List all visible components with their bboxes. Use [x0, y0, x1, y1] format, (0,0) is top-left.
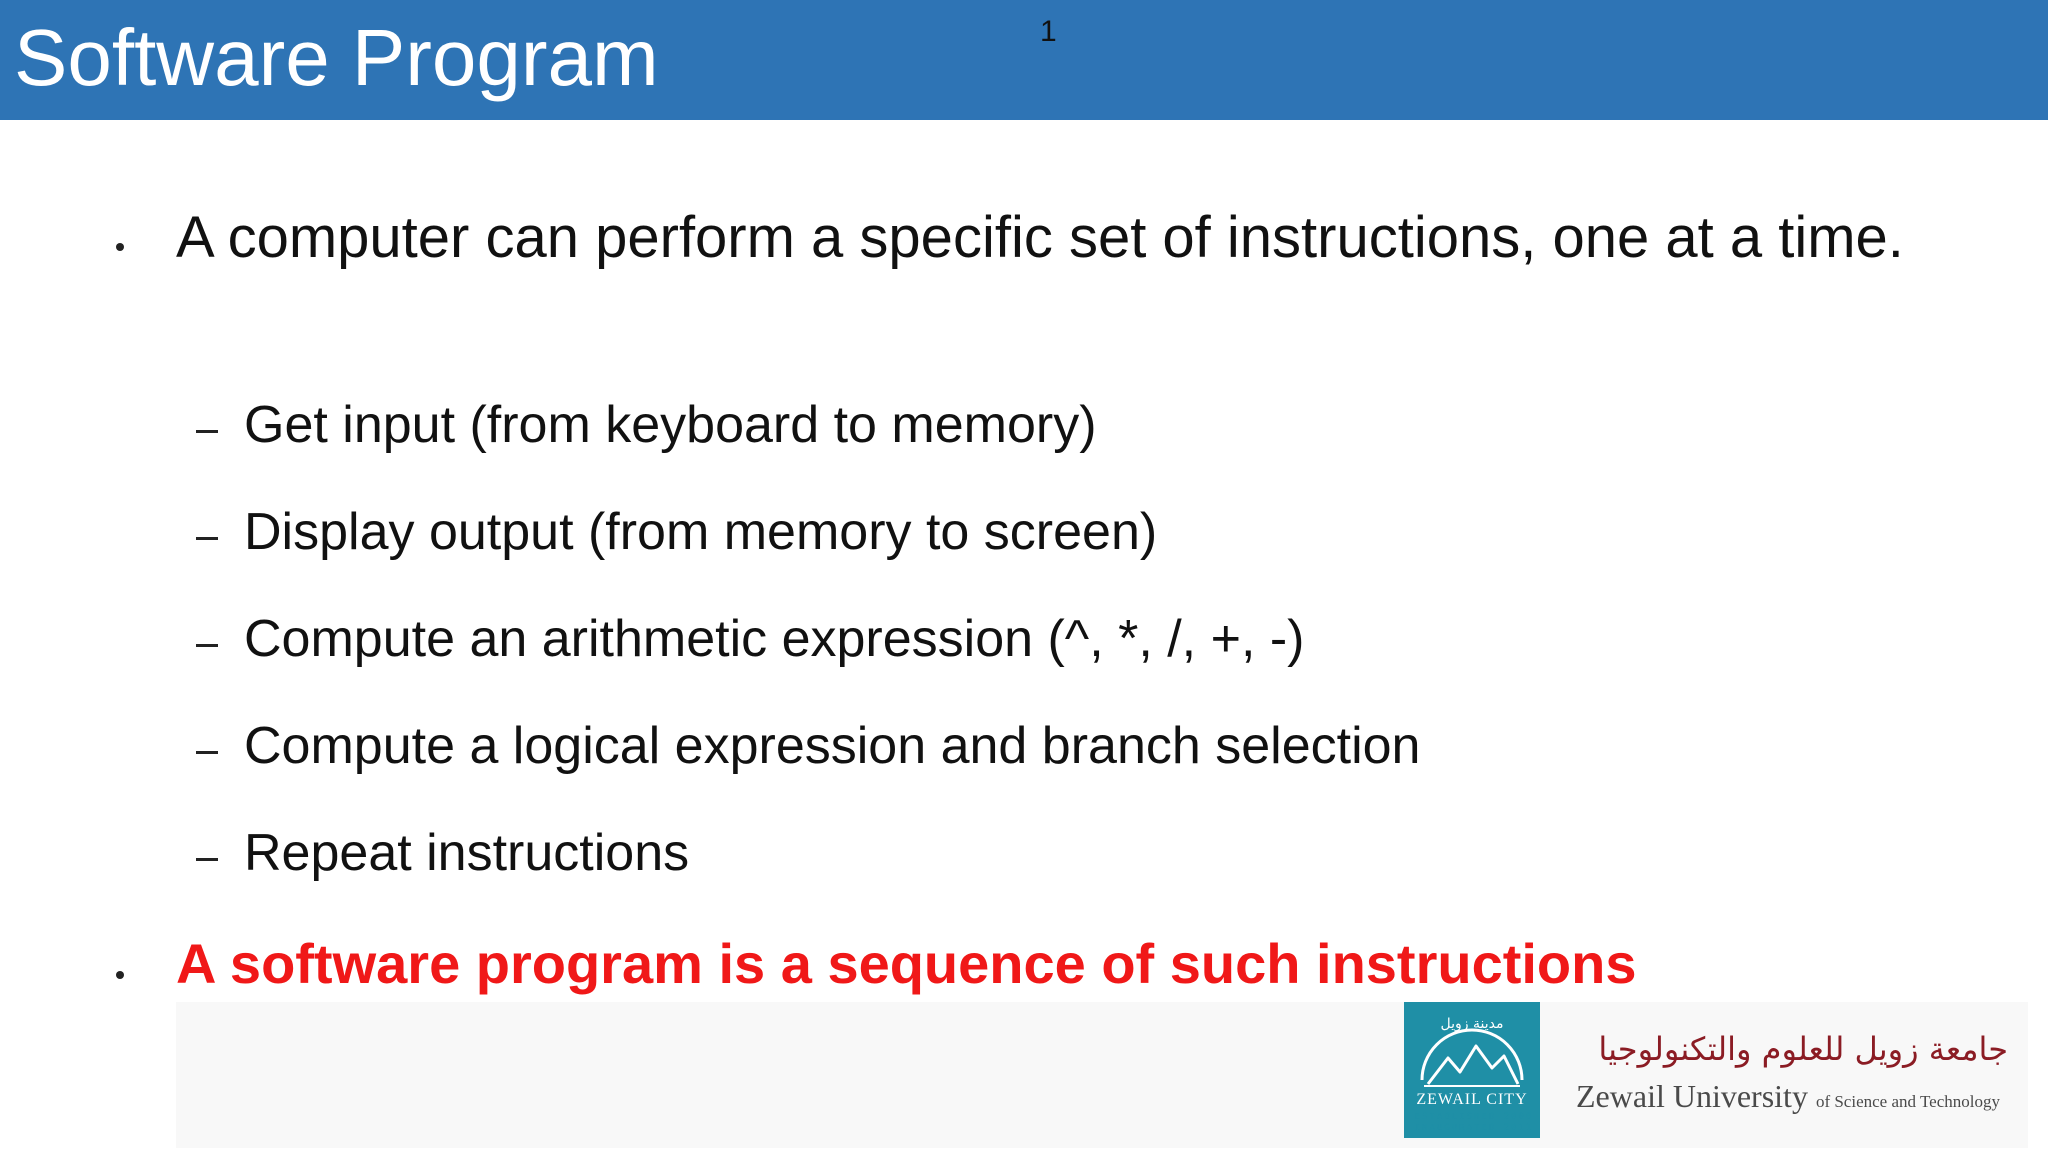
- bullet-icon: [116, 971, 124, 979]
- bullet-icon: [116, 243, 124, 251]
- bullet-main-1: A computer can perform a specific set of instructions, one at a time.: [176, 205, 1904, 270]
- zewail-university-subtitle: of Science and Technology: [1815, 1092, 2000, 1111]
- sub-item-input: Get input (from keyboard to memory): [244, 396, 1097, 454]
- sub-item-arithmetic: Compute an arithmetic expression (^, *, /, +, -): [244, 610, 1305, 668]
- sub-item-logical: Compute a logical expression and branch selection: [244, 717, 1421, 775]
- sub-item-repeat: Repeat instructions: [244, 824, 690, 882]
- sub-item-output: Display output (from memory to screen): [244, 503, 1158, 561]
- zewail-city-name: ZEWAIL CITY: [1416, 1091, 1528, 1108]
- dash-icon: [196, 858, 218, 861]
- zewail-city-caption-line2: INAUGURATED 2011: [1414, 1123, 1534, 1133]
- zewail-university-name: [1576, 1078, 2000, 1115]
- zewail-city-arabic: مدينة زويل: [1440, 1016, 1504, 1032]
- dash-icon: [196, 751, 218, 754]
- zewail-university-title: Zewail University: [1576, 1078, 1808, 1114]
- slide-title: Software Program: [14, 13, 659, 102]
- dash-icon: [196, 537, 218, 540]
- zewail-university-arabic: جامعة زويل للعلوم والتكنولوجيا: [1598, 1030, 2008, 1068]
- zewail-city-caption: [1404, 1112, 1544, 1134]
- bullet-main-2: A software program is a sequence of such instructions: [176, 932, 1637, 995]
- dash-icon: [196, 430, 218, 433]
- zewail-city-caption-line1: ESTABLISHED 2000: [1414, 1112, 1534, 1122]
- page-number: 1: [1040, 15, 1057, 48]
- zewail-university-logo: [1572, 1030, 2012, 1130]
- dash-icon: [196, 644, 218, 647]
